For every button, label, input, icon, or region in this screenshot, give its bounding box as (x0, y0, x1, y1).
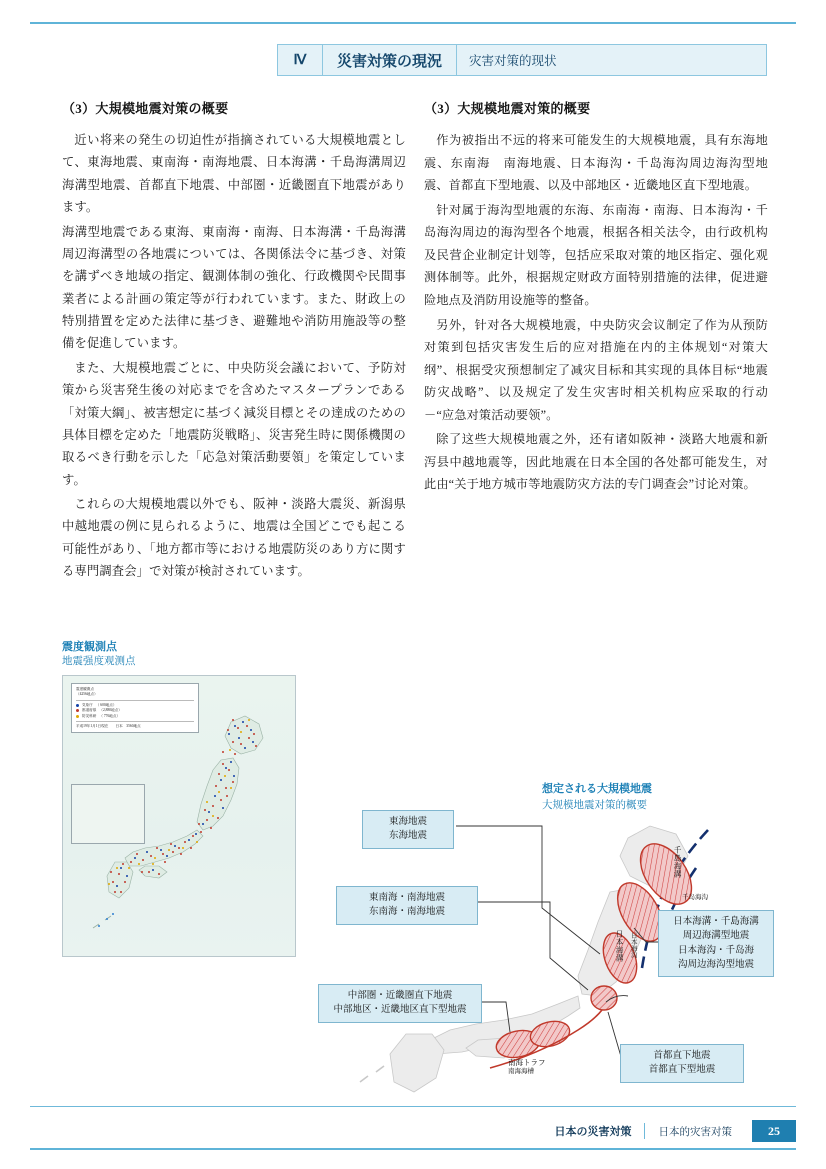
legend-dot-icon (76, 704, 79, 707)
figure-anticipated-earthquakes (310, 782, 780, 1102)
figure-observation-caption-jp: 震度観測点 (62, 641, 117, 653)
callout-chubu-jp: 中部圏・近畿圏直下地震 (347, 991, 453, 1001)
footer-divider (30, 1106, 796, 1107)
legend-divider (76, 721, 194, 722)
callout-trench-jp-2: 周辺海溝型地震 (682, 931, 750, 942)
right-column (424, 98, 768, 498)
callout-trench-cn-1: 日本海沟・千岛海 (677, 945, 754, 956)
legend-count-prefecture: （2,880地点） (99, 708, 122, 713)
left-section-heading: （3）大規模地震対策の概要 (62, 101, 229, 116)
legend-count-nied: （ 776地点） (99, 713, 121, 718)
chapter-title-chinese: 灾害对策的现状 (469, 54, 557, 68)
annotation-japan-trench-jp: 日本海溝 (615, 930, 625, 962)
left-paragraph-1: 近い将来の発生の切迫性が指摘されている大規模地震として、東海地震、東南海・南海地震、日本海溝・千島海溝周辺海溝型地震、首都直下地震、中部圏・近畿圏直下地震があります。 (62, 133, 406, 215)
legend-title: 震度観測点 (76, 687, 94, 692)
annotation-nankai-cn: 南海海槽 (508, 1068, 534, 1076)
annotation-japan-trench (614, 930, 624, 962)
callout-chubu-cn: 中部地区・近畿地区直下型地震 (333, 1005, 467, 1016)
legend-label-nied: 防災科研 (82, 713, 97, 718)
chapter-title-japanese: 災害対策の現況 (323, 45, 457, 75)
legend-dot-icon (76, 715, 79, 718)
callout-chubu-kinki (318, 984, 482, 1023)
legend-total: （4256地点） (76, 692, 98, 697)
page-footer (30, 1120, 796, 1142)
chapter-header (277, 44, 767, 76)
footer-text-jp: 日本の災害対策 (555, 1123, 645, 1139)
right-paragraph-1: 作为被指出不远的将来可能发生的大规模地震，具有东海地震、东南海 南海地震、日本海沟・千岛海沟周边海沟型地震、首都直下型地震、以及中部地区・近畿地区直下型地震。 (424, 133, 768, 193)
callout-tonankai-jp: 東南海・南海地震 (368, 893, 445, 903)
observation-points-map (62, 675, 296, 957)
bottom-divider (30, 1148, 796, 1150)
callout-tonankai-cn: 东南海・南海地震 (368, 907, 445, 918)
callout-shuto-chokka (620, 1044, 744, 1083)
right-section-heading: （3）大规模地震对策的概要 (424, 101, 591, 116)
left-paragraph-4: これらの大規模地震以外でも、阪神・淡路大震災、新潟県中越地震の例に見られるように、地震は全国どこでも起こる可能性があり、「地方都市等における地震防災のあり方に関する専門調査会」で対策が検討されています。 (62, 497, 406, 579)
annotation-kuril-jp: 千島海溝 (673, 846, 683, 878)
page-number: 25 (752, 1120, 796, 1142)
legend-divider (76, 700, 194, 701)
right-paragraph-3: 另外，针对各大规模地震，中央防灾会议制定了作为从预防对策到包括灾害发生后的应对措施在内的主体规划“对策大纲”、根据受灾预想制定了减灾目标和其实现的具体目标“地震防灾战略”、以及规定了发生灾害时相关机构应采取的行动－“应急对策活动要领”。 (424, 317, 768, 422)
right-paragraph-2: 针对属于海沟型地震的东海、东南海・南海、日本海沟・千岛海沟周边的海沟型各个地震，根据各相关法令，由行政机构及民营企业制定计划等，包括应采取对策的地区指定、强化观测体制等。此外，根据规定财政方面特别措施的法律，促进避险地点及消防用设施等的整备。 (424, 202, 768, 307)
callout-shuto-cn: 首都直下型地震 (648, 1065, 716, 1076)
annotation-nankai-jp: 南海トラフ (508, 1058, 546, 1067)
map-inset-box (71, 784, 145, 844)
right-paragraph-4: 除了这些大规模地震之外，还有诸如阪神・淡路大地震和新泻县中越地震等，因此地震在日本全国的各处都可能发生，对此由“关于地方城市等地震防灾方法的专门调查会”讨论对策。 (424, 432, 768, 492)
annotation-kuril-trench-cn: 千岛海沟 (682, 894, 708, 901)
legend-label-prefecture: 都道府県 (82, 708, 97, 713)
top-divider (30, 22, 796, 24)
callout-tokai-jp: 東海地震 (388, 817, 427, 827)
left-column (62, 98, 406, 585)
figure-quake-caption-cn: 大规模地震对策的概要 (542, 799, 647, 811)
footer-text-cn: 日本的灾害对策 (658, 1126, 732, 1138)
callout-tonankai-nankai (336, 886, 478, 925)
figure-observation-points (62, 640, 294, 957)
callout-trench-jp-1: 日本海溝・千島海溝 (673, 917, 759, 927)
callout-trench-cn-2: 沟周边海沟型地震 (677, 959, 754, 970)
annotation-nankai-trough (508, 1058, 546, 1077)
left-paragraph-3: また、大規模地震ごとに、中央防災会議において、予防対策から災害発生後の対応までを含めたマスタープランである「対策大綱」、被害想定に基づく減災目標とその達成のための具体目標を定めた「地震防災戦略」、災害発生時に関係機関の取るべき行動を示した「応急対策活動要領」を策定しています。 (62, 360, 406, 487)
legend-label-jma: 気象庁 (82, 702, 93, 707)
callout-shuto-jp: 首都直下地震 (653, 1051, 711, 1061)
map-legend (71, 683, 199, 733)
annotation-japan-trench-cn: 日本海沟 (629, 932, 637, 958)
figure-observation-caption-cn: 地震强度观测点 (62, 656, 136, 668)
legend-item-nied (76, 714, 194, 719)
chapter-number: Ⅳ (278, 45, 323, 75)
callout-tokai (362, 810, 454, 849)
legend-count-jma: （ 600地点） (95, 702, 117, 707)
legend-footnote: 平成19年1月1日現在 日本 3560地点 (76, 724, 141, 729)
legend-dot-icon (76, 709, 79, 712)
left-paragraph-2: 海溝型地震である東海、東南海・南海、日本海溝・千島海溝周辺海溝型の各地震については、各関係法令に基づき、対策を講ずべき地域の指定、観測体制の強化、行政機関や民間事業者による計画の策定等が行われています。また、財政上の特別措置を定めた法律に基づき、避難地や消防用施設等の整備を促進しています。 (62, 224, 406, 351)
callout-tokai-cn: 东海地震 (388, 831, 427, 842)
annotation-kuril-trench (672, 846, 682, 878)
callout-japan-kuril-trench (658, 910, 774, 977)
figure-quake-caption-jp: 想定される大規模地震 (542, 783, 652, 795)
